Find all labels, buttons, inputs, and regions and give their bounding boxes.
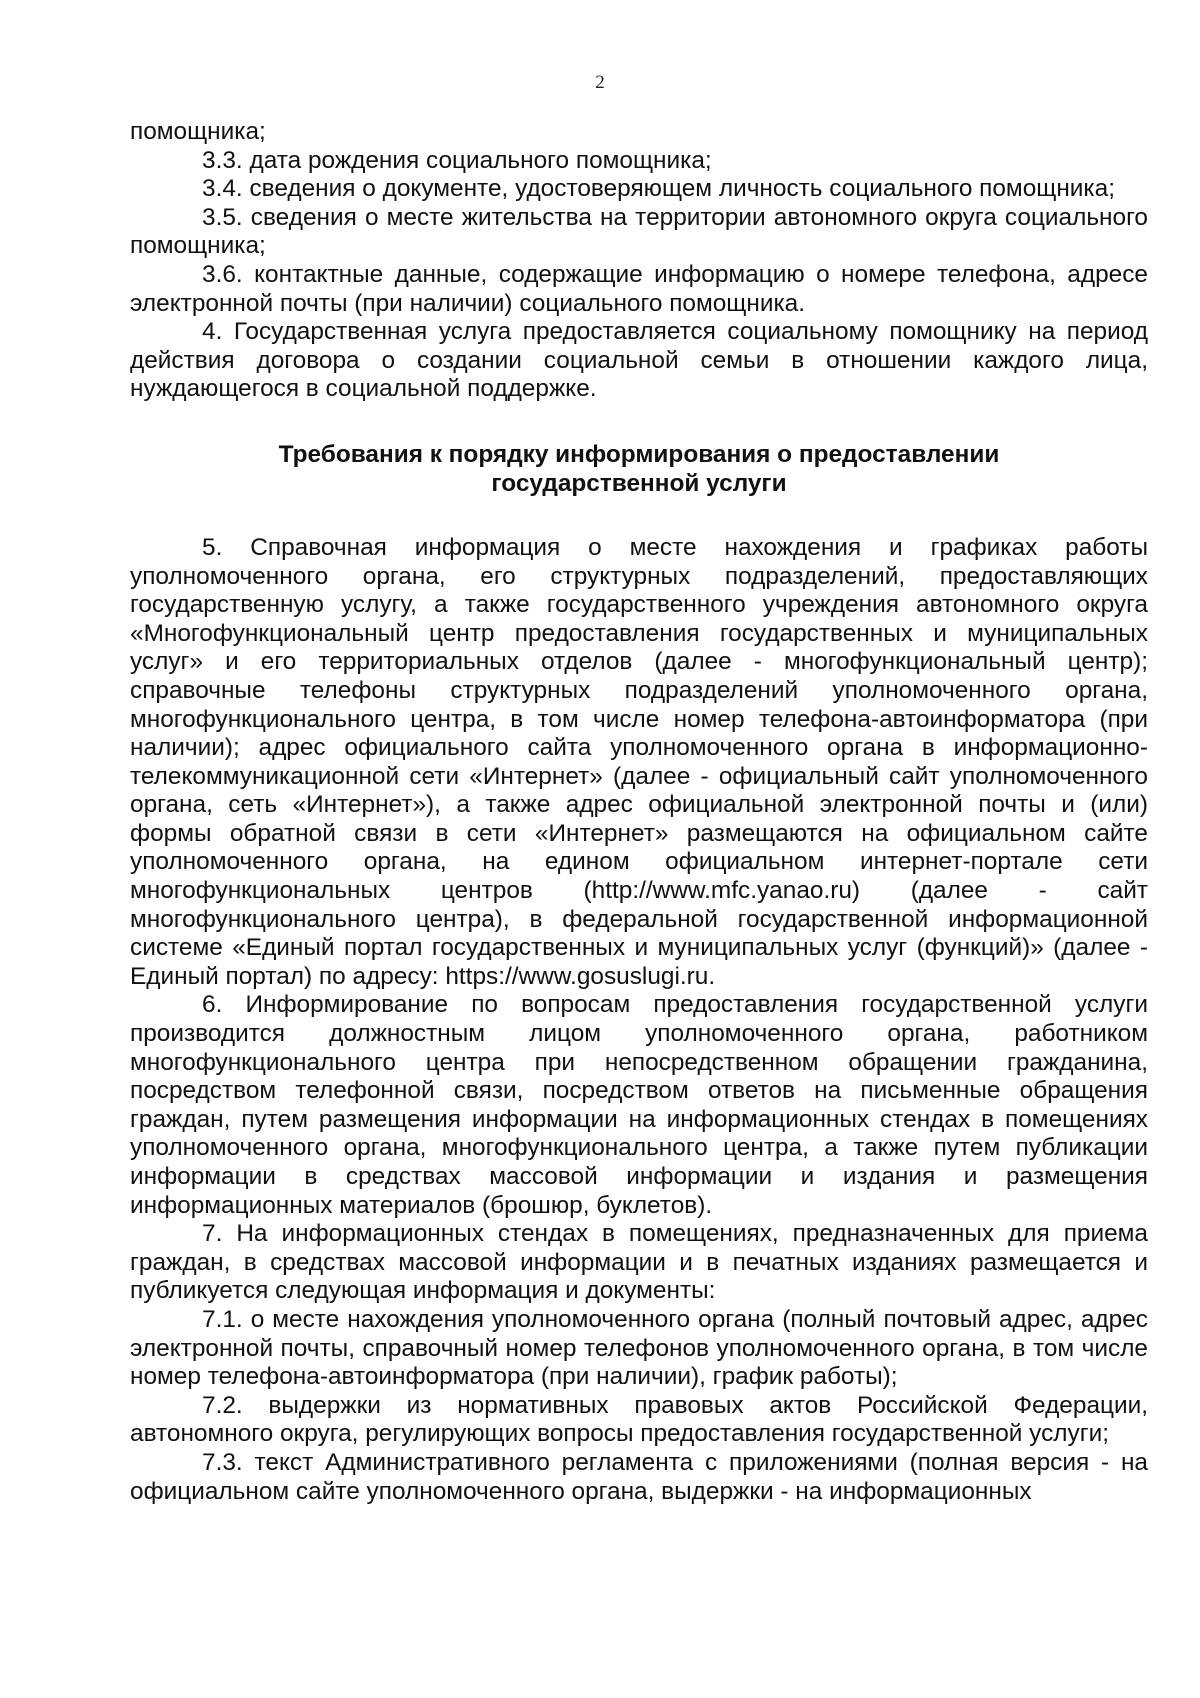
paragraph-continuation: помощника; bbox=[130, 118, 266, 145]
paragraph-7-2: 7.2. выдержки из нормативных правовых актов Российской Федерации, автономного округа, регулирующих вопросы предоставления государственной услуги; bbox=[130, 1391, 1148, 1448]
paragraph-3-5: 3.5. сведения о месте жительства на территории автономного округа социального помощника; bbox=[130, 203, 1148, 260]
paragraph-7-1: 7.1. о месте нахождения уполномоченного органа (полный почтовый адрес, адрес электронной почты, справочный номер телефонов уполномоченного органа, в том числе номер телефона-автоинформатора (при наличии), график работы); bbox=[130, 1305, 1148, 1391]
paragraph-7-3: 7.3. текст Административного регламента с приложениями (полная версия - на официальном сайте уполномоченного органа, выдержки - на информационных bbox=[130, 1448, 1148, 1505]
paragraph-4: 4. Государственная услуга предоставляется социальному помощнику на период действия договора о создании социальной семьи в отношении каждого лица, нуждающегося в социальной поддержке. bbox=[130, 318, 1148, 403]
section-heading: Требования к порядку информирования о предоставлении государственной услуги bbox=[278, 440, 1000, 497]
paragraph-3-4: 3.4. сведения о документе, удостоверяющем личность социального помощника; bbox=[202, 175, 1115, 203]
paragraph-3-6: 3.6. контактные данные, содержащие информацию о номере телефона, адресе электронной почты (при наличии) социального помощника. bbox=[130, 260, 1148, 317]
paragraph-3-3: 3.3. дата рождения социального помощника; bbox=[202, 146, 712, 174]
page-number: 2 bbox=[595, 72, 605, 93]
document-body bbox=[130, 118, 1148, 1506]
paragraph-7: 7. На информационных стендах в помещениях, предназначенных для приема граждан, в средствах массовой информации и в печатных изданиях размещается и публикуется следующая информация и документы: bbox=[130, 1220, 1148, 1305]
paragraph-6: 6. Информирование по вопросам предоставления государственной услуги производится должностным лицом уполномоченного органа, работником многофункционального центра при непосредственном обращении гражданина, посредством телефонной связи, посредством ответов на письменные обращения граждан, путем размещения информации на информационных стендах в помещениях уполномоченного органа, многофункционального центра, а также путем публикации информации в средствах массовой информации и издания и размещения информационных материалов (брошюр, буклетов). bbox=[130, 991, 1148, 1219]
paragraph-5: 5. Справочная информация о месте нахождения и графиках работы уполномоченного органа, его структурных подразделений, предоставляющих государственную услугу, а также государственного учреждения автономного округа «Многофункциональный центр предоставления государственных и муниципальных услуг» и его территориальных отделов (далее - многофункциональный центр); справочные телефоны структурных подразделений уполномоченного органа, многофункционального центра, в том числе номер телефона-автоинформатора (при наличии); адрес официального сайта уполномоченного органа в информационно-телекоммуникационной сети «Интернет» (далее - официальный сайт уполномоченного органа, сеть «Интернет»), а также адрес официальной электронной почты и (или) формы обратной связи в сети «Интернет» размещаются на официальном сайте уполномоченного органа, на едином официальном интернет-портале сети многофункциональных центров (http://www.mfc.yanao.ru) (далее - сайт многофункционального центра), в федеральной государственной информационной системе «Единый портал государственных и муниципальных услуг (функций)» (далее - Единый портал) по адресу: https://www.gosuslugi.ru. bbox=[130, 533, 1148, 990]
